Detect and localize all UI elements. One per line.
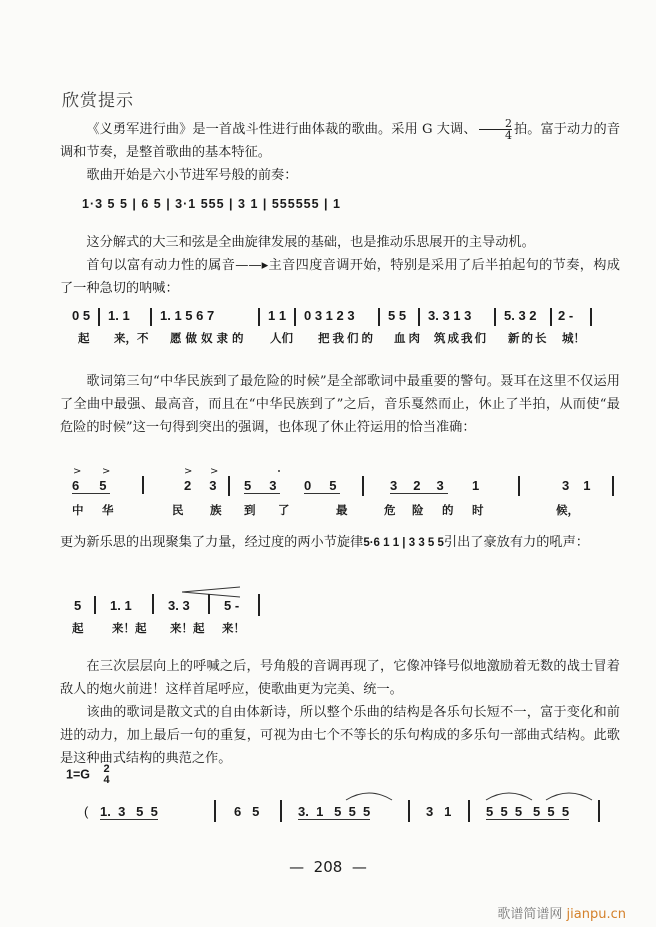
barline — [362, 476, 364, 496]
intro-paragraphs — [60, 118, 620, 187]
barline — [612, 476, 614, 496]
triplet-slur-icon — [344, 788, 394, 802]
barline — [214, 800, 216, 822]
paragraph-8: 该曲的歌词是散文式的自由体新诗，所以整个乐曲的结构是各乐句长短不一，富于变化和前进的动力，加上最后一句的重复，可视为由七个不等长的乐句构成的多乐句一部曲式结构。此歌是这种曲式结构的典范之作。 — [60, 705, 620, 766]
barline — [98, 308, 100, 326]
barline — [550, 308, 552, 326]
barline — [408, 800, 410, 822]
barline — [258, 594, 260, 616]
accent-mark-icon: > — [102, 466, 111, 477]
climax-paragraph — [60, 370, 620, 439]
paragraph-1: 《义勇军进行曲》是一首战斗性进行曲体裁的歌曲。采用 G 大调、 $\frac{2}{4}$ 拍。富于动力的音调和节奏，是整首歌曲的基本特征。 — [60, 117, 621, 160]
paragraph-2: 歌曲开始是六小节进军号般的前奏： — [86, 168, 298, 183]
inline-notation: 5·6 1 1 | 3 3 5 5 — [363, 537, 444, 549]
crescendo-hairpin-icon — [182, 586, 242, 598]
paragraph-7: 在三次层层向上的呼喊之后，号角般的音调再现了，它像冲锋号似地激励着无数的战士冒着敌人的炮火前进！这样首尾呼应，使歌曲更为完美、统一。 — [60, 659, 620, 697]
barline — [494, 308, 496, 326]
barline — [150, 308, 152, 326]
music-example-third-phrase: > > > > 6 5 2 3 5 3 0 5 3 2 3 1 3 1 中 华 民 族 到 了 最 危 险 的 时 候， — [72, 466, 632, 522]
barline — [294, 308, 296, 326]
triplet-slur-icon — [544, 788, 594, 802]
barline — [418, 308, 420, 326]
barline — [142, 476, 144, 494]
triplet-slur-icon — [484, 788, 534, 802]
section-heading: 欣赏提示 — [62, 91, 134, 111]
barline — [152, 594, 154, 614]
barline — [590, 308, 592, 326]
measure-3b: 0 5 — [304, 478, 340, 494]
motif-paragraphs — [60, 231, 620, 300]
barline — [280, 800, 282, 822]
paragraph-6: 更为新乐思的出现聚集了力量，经过度的两小节旋律5·6 1 1 | 3 3 5 5引出了豪放有力的吼声： — [60, 535, 589, 550]
conclusion-paragraphs — [60, 655, 620, 770]
page-number: — 208 — — [289, 858, 367, 876]
accent-mark-icon: > — [210, 466, 219, 477]
measure-5: 3 1 — [562, 478, 591, 493]
barline — [208, 594, 210, 614]
measure-4a: 3 2 3 — [390, 478, 448, 494]
time-signature: 2 4 — [103, 763, 110, 786]
barline — [94, 596, 96, 614]
high-octave-dot — [278, 470, 280, 472]
key-signature: 1=G 2 4 — [66, 763, 110, 786]
watermark: 歌谱简谱网 jianpu.cn — [497, 907, 626, 922]
measure-3a: 5 3 — [244, 478, 280, 494]
measure-2: 2 3 — [184, 478, 217, 493]
barline — [598, 800, 600, 822]
accent-mark-icon: > — [73, 466, 82, 477]
music-example-opening-phrase: 0 5 1. 1 1. 1 5 6 7 1 1 0 3 1 2 3 5 5 3. 3 1 3 5. 3 2 2 - 起 来，不 愿做奴隶的 人们 把我们的 血肉 筑成我们 新的长 城！ — [72, 308, 632, 352]
barline — [228, 476, 230, 496]
barline — [378, 308, 380, 326]
barline — [468, 800, 470, 822]
music-example-prelude: 1·3 5 5 | 6 5 | 3·1 555 | 3 1 | 555555 | 1 — [82, 197, 341, 211]
barline — [518, 476, 520, 496]
paragraph-5: 歌词第三句“中华民族到了最危险的时候”是全部歌词中最重要的警句。聂耳在这里不仅运用了全曲中最强、最高音，而且在“中华民族到了”之后，音乐戛然而止，休止了半拍，从而使“最危险的时候”这一句得到突出的强调，也体现了休止符运用的恰当准确： — [60, 374, 620, 435]
measure-1: 6 5 — [72, 478, 110, 494]
paragraph-3: 这分解式的大三和弦是全曲旋律发展的基础，也是推动乐思展开的主导动机。 — [86, 235, 535, 250]
accent-mark-icon: > — [184, 466, 193, 477]
time-signature-fraction: $\frac{2}{4}$ — [479, 118, 512, 141]
transition-paragraph — [60, 531, 620, 555]
barline — [258, 308, 260, 326]
music-example-shout: 5 1. 1 3. 3 5 - 起 来！起 来！起 来！ — [72, 598, 292, 638]
music-example-score-intro: ( 1. 3 5 5 6 5 3. 1 5 5 5 3 1 5 5 5 5 5 5 — [84, 800, 604, 830]
paragraph-4: 首句以富有动力性的属音——▸主音四度音调开始，特别是采用了后半拍起句的节奏，构成了一种急切的呐喊： — [60, 258, 620, 296]
